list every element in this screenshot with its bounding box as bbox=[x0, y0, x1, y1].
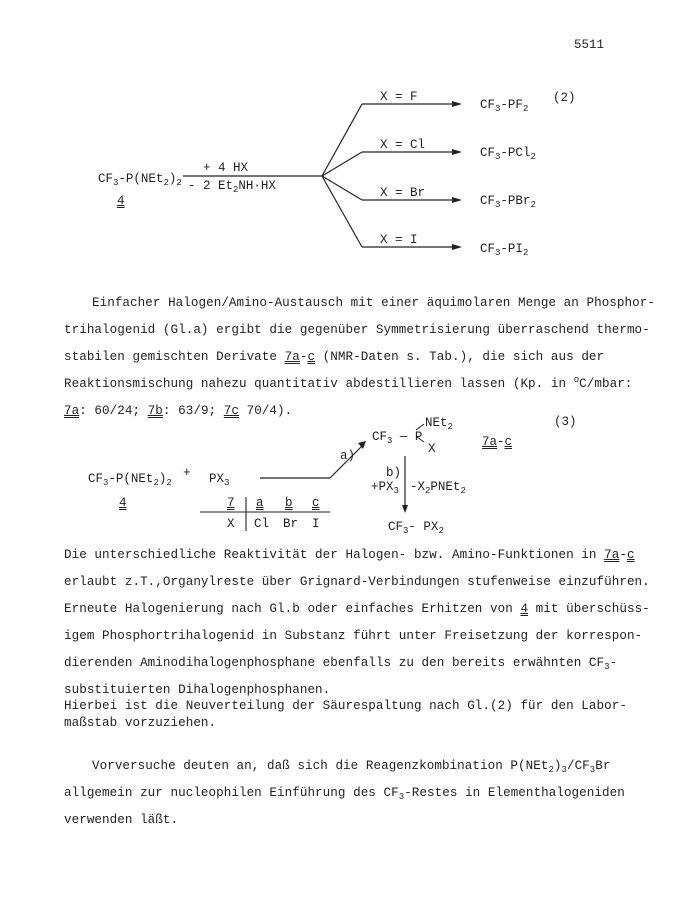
eq3-path-b: b) bbox=[386, 466, 402, 480]
paragraph-1-line: Reaktionsmischung nahezu quantitativ abdestillieren lassen (Kp. in $^o$C/mbar: bbox=[64, 375, 633, 391]
paragraph-2-line: igem Phosphortrihalogenid in Substanz führt unter Freisetzung der korrespon- bbox=[64, 629, 643, 643]
eq2-product-pf2: $CF_3-PF_2$ bbox=[480, 98, 529, 114]
eq3-label: (3) bbox=[554, 415, 577, 429]
eq2-condition-br: X = Br bbox=[380, 186, 426, 200]
eq2-reactant: $CF_3-P(NEt_2)_2$ bbox=[98, 172, 182, 188]
table-header-b: b bbox=[285, 496, 293, 510]
eq2-reagent-bottom: - 2 $Et_2NH\cdot HX$ bbox=[188, 179, 276, 195]
paragraph-1-line: stabilen gemischten Derivate 7a-c (NMR-Daten s. Tab.), die sich aus der bbox=[64, 350, 605, 364]
eq2-condition-i: X = I bbox=[380, 233, 418, 247]
paragraph-3-line: Vorversuche deuten an, daß sich die Reagenzkombination $P(NEt_2)_3/CF_3Br$ bbox=[92, 759, 611, 775]
paragraph-1-line: trihalogenid (Gl.a) ergibt die gegenüber Symmetrisierung überraschend thermo- bbox=[64, 323, 650, 337]
eq3-b-right: $-X_2PNEt_2$ bbox=[410, 480, 466, 496]
eq2-compound-number: 4 bbox=[117, 194, 125, 208]
paragraph-2-line: erlaubt z.T.,Organylreste über Grignard-Verbindungen stufenweise einzuführen. bbox=[64, 575, 650, 589]
table-cell-cl: Cl bbox=[254, 517, 270, 531]
eq3-product-label: 7a-c bbox=[482, 435, 513, 449]
eq3-product-net2: NEt$_2$ bbox=[425, 416, 453, 432]
eq3-reagent: $PX_3$ bbox=[209, 472, 230, 488]
paragraph-2-line: Hierbei ist die Neuverteilung der Säurespaltung nach Gl.(2) für den Labor- bbox=[64, 699, 627, 713]
table-header-a: a bbox=[256, 496, 264, 510]
eq3-plus: + bbox=[183, 466, 191, 480]
table-cell-i: I bbox=[312, 517, 320, 531]
table-cell-x: X bbox=[227, 517, 235, 531]
page-number: 5511 bbox=[574, 38, 605, 52]
paragraph-3-line: allgemein zur nucleophilen Einführung des $CF_3$-Restes in Elementhalogeniden bbox=[64, 786, 625, 802]
eq3-reactant: $CF_3-P(NEt_2)_2$ bbox=[88, 472, 172, 488]
eq3-path-a: a) bbox=[340, 449, 356, 463]
eq3-compound-number: 4 bbox=[119, 496, 127, 510]
eq2-product-pcl2: $CF_3-PCl_2$ bbox=[480, 146, 536, 162]
paragraph-1-line: 7a: 60/24; 7b: 63/9; 7c 70/4). bbox=[64, 404, 293, 418]
table-cell-br: Br bbox=[283, 517, 299, 531]
eq3-product-x: X bbox=[428, 442, 436, 456]
eq3-product-bottom: $CF_3-$ $PX_2$ bbox=[388, 520, 444, 536]
table-header-c: c bbox=[312, 496, 320, 510]
eq2-product-pi2: $CF_3-PI_2$ bbox=[480, 242, 529, 258]
paragraph-2-line: Die unterschiedliche Reaktivität der Halogen- bzw. Amino-Funktionen in 7a-c bbox=[64, 548, 635, 562]
paragraph-2-line: substituierten Dihalogenphosphanen. bbox=[64, 683, 331, 697]
paragraph-2-line: dierenden Aminodihalogenphosphane ebenfalls zu den bereits erwähnten $CF_3-$ bbox=[64, 656, 618, 672]
paragraph-1-line: Einfacher Halogen/Amino-Austausch mit einer äquimolaren Menge an Phosphor- bbox=[92, 296, 655, 310]
table-header-7: 7 bbox=[227, 496, 235, 510]
eq3-b-left: $+PX_3$ bbox=[371, 480, 399, 496]
paragraph-3-line: verwenden läßt. bbox=[64, 813, 179, 827]
eq2-condition-f: X = F bbox=[380, 90, 418, 104]
eq2-reagent-top: + 4 HX bbox=[203, 161, 249, 175]
eq3-product-cf3p: $CF_3$ — P bbox=[372, 430, 423, 446]
eq2-condition-cl: X = Cl bbox=[380, 138, 426, 152]
paragraph-2-line: Erneute Halogenierung nach Gl.b oder einfaches Erhitzen von 4 mit überschüss- bbox=[64, 602, 650, 616]
eq2-product-pbr2: $CF_3-PBr_2$ bbox=[480, 194, 536, 210]
paragraph-2-line: maßstab vorzuziehen. bbox=[64, 716, 217, 730]
eq2-label: (2) bbox=[553, 91, 576, 105]
